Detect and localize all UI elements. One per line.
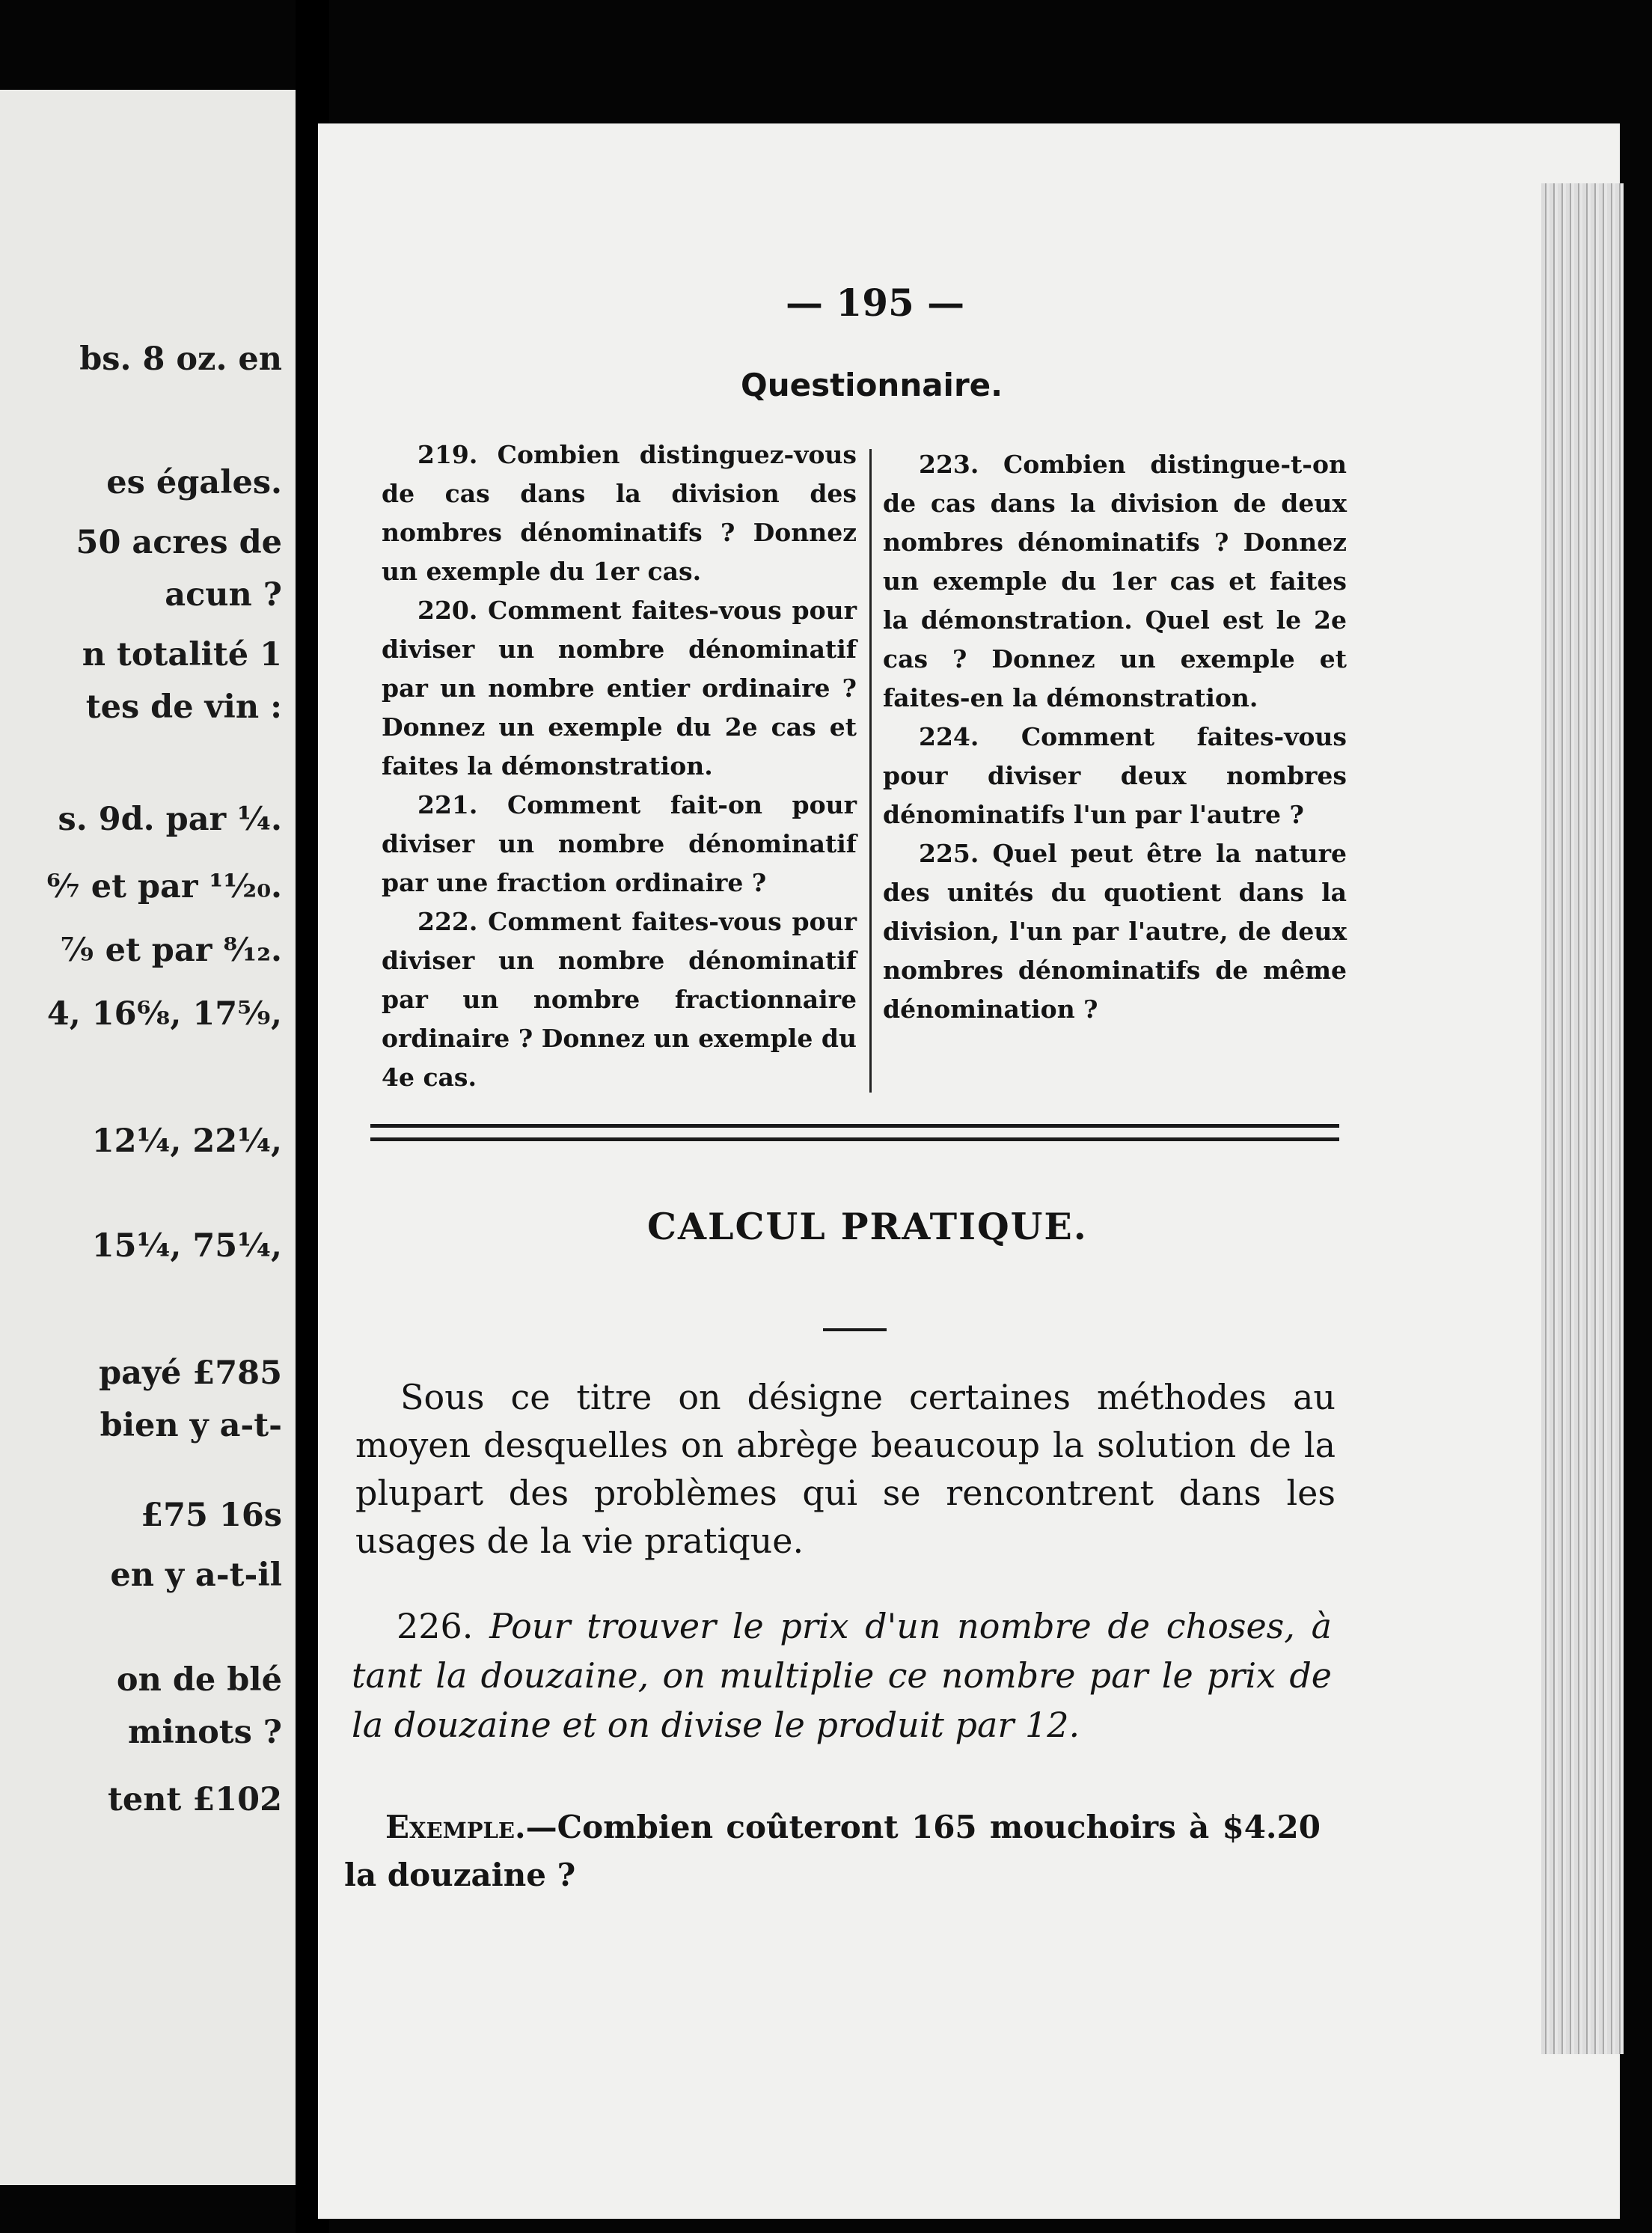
left-page-fragment: on de blé <box>116 1661 282 1699</box>
question-220: 220. Comment faites-vous pour diviser un nombre dénominatif par un nombre entier ordinaire ? Donnez un exemple du 2e cas et faites la démonstration. <box>382 596 857 781</box>
left-page-fragment: £75 16s <box>141 1497 282 1534</box>
left-page-fragment: 12¼, 22¼, <box>91 1122 282 1160</box>
questions-left-column <box>382 436 857 1097</box>
left-page-fragment: 15¼, 75¼, <box>91 1227 282 1265</box>
left-facing-page <box>0 90 296 2185</box>
left-page-fragment: tent £102 <box>108 1781 282 1818</box>
left-page-fragment: ⁶⁄₇ et par ¹¹⁄₂₀. <box>46 868 282 905</box>
example-paragraph <box>344 1803 1321 1899</box>
page-edges <box>1541 183 1624 2054</box>
left-page-fragment: 4, 16⁶⁄₈, 17⁵⁄₉, <box>46 995 282 1033</box>
double-rule-top <box>370 1124 1339 1128</box>
question-225: 225. Quel peut être la nature des unités du quotient dans la division, l'un par l'autre, de deux nombres dénominatifs de même dénomination ? <box>883 839 1347 1024</box>
left-page-fragment: acun ? <box>165 576 282 614</box>
questions-right-column <box>883 445 1347 1029</box>
left-page-fragment: tes de vin : <box>85 688 282 726</box>
question-224: 224. Comment faites-vous pour diviser deux nombres dénominatifs l'un par l'autre ? <box>883 722 1347 829</box>
left-page-fragment: es égales. <box>106 464 282 501</box>
left-page-fragment: payé £785 <box>99 1354 282 1392</box>
heading-underline <box>823 1328 887 1331</box>
left-page-fragment: s. 9d. par ¼. <box>58 801 282 838</box>
questionnaire-title: Questionnaire. <box>741 367 1003 403</box>
left-page-fragment: n totalité 1 <box>82 636 282 673</box>
question-223: 223. Combien distingue-t-on de cas dans la division de deux nombres dénominatifs ? Donnez un exemple du 1er cas et faites la démonstration. Quel est le 2e cas ? Donnez un exemple et faites-en la démonstration. <box>883 450 1347 712</box>
example-label: Exemple. <box>385 1809 526 1845</box>
question-219: 219. Combien distinguez-vous de cas dans la division des nombres dénominatifs ? Donnez un exemple du 1er cas. <box>382 440 857 586</box>
left-page-fragment: minots ? <box>127 1714 282 1751</box>
question-222: 222. Comment faites-vous pour diviser un nombre dénominatif par un nombre fractionnaire ordinaire ? Donnez un exemple du 4e cas. <box>382 907 857 1092</box>
column-divider <box>869 449 872 1093</box>
left-page-fragment: bs. 8 oz. en <box>79 340 282 378</box>
left-page-fragment: 50 acres de <box>76 524 282 561</box>
rule-number: 226. <box>397 1606 474 1646</box>
question-221: 221. Comment fait-on pour diviser un nombre dénominatif par une fraction ordinaire ? <box>382 790 857 897</box>
left-page-fragment: ⁷⁄₉ et par ⁸⁄₁₂. <box>60 932 282 969</box>
left-page-fragment: bien y a-t- <box>100 1407 282 1444</box>
rule-226-paragraph <box>352 1601 1332 1750</box>
double-rule-bottom <box>370 1137 1339 1141</box>
example-text: —Combien coûteront 165 mouchoirs à $4.20 la douzaine ? <box>344 1809 1321 1893</box>
page-number: — 195 — <box>786 281 965 325</box>
left-page-fragment: en y a-t-il <box>110 1557 282 1594</box>
intro-paragraph: Sous ce titre on désigne certaines méthodes au moyen desquelles on abrège beaucoup la solution de la plupart des problèmes qui se rencontrent dans les usages de la vie pratique. <box>355 1377 1336 1561</box>
section-heading: CALCUL PRATIQUE. <box>647 1205 1088 1248</box>
rule-text: Pour trouver le prix d'un nombre de choses, à tant la douzaine, on multiplie ce nombre par le prix de la douzaine et on divise le produit par 12. <box>352 1606 1332 1745</box>
